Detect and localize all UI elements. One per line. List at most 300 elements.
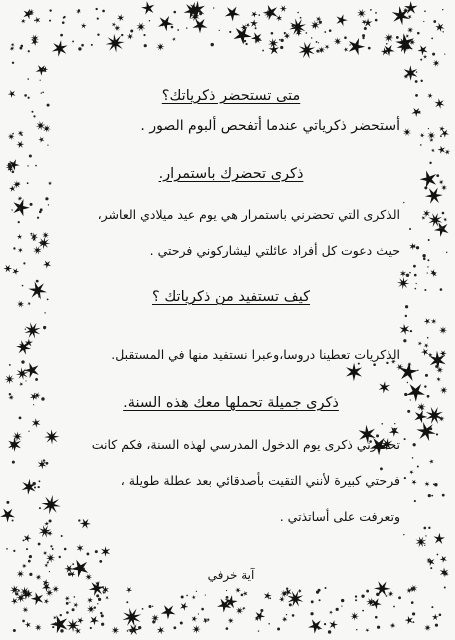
dot-icon — [387, 37, 388, 38]
dot-icon — [103, 591, 105, 593]
dot-icon — [61, 535, 63, 537]
star-icon — [350, 612, 359, 621]
dot-icon — [152, 620, 155, 623]
star-icon — [141, 1, 154, 14]
dot-icon — [44, 328, 46, 330]
star-icon — [329, 620, 338, 629]
dot-icon — [277, 628, 280, 631]
star-icon — [403, 128, 411, 136]
star-icon — [250, 19, 258, 27]
star-icon — [404, 65, 418, 81]
dot-icon — [26, 548, 28, 550]
dot-icon — [9, 364, 11, 366]
star-icon — [25, 322, 41, 338]
star-icon — [16, 141, 24, 149]
dot-icon — [69, 602, 70, 603]
dot-icon — [28, 50, 30, 52]
dot-icon — [386, 595, 388, 597]
dot-icon — [336, 608, 339, 611]
dot-icon — [38, 486, 40, 488]
dot-icon — [431, 495, 433, 497]
dot-icon — [226, 627, 229, 630]
dot-icon — [429, 162, 431, 164]
dot-icon — [413, 621, 415, 623]
dot-icon — [95, 550, 98, 553]
dot-icon — [34, 20, 35, 21]
dot-icon — [13, 629, 16, 632]
dot-icon — [99, 560, 102, 563]
dot-icon — [19, 47, 22, 50]
star-icon — [36, 121, 46, 130]
dot-icon — [33, 115, 35, 117]
dot-icon — [39, 211, 42, 214]
dot-icon — [40, 80, 41, 81]
dot-icon — [260, 609, 263, 612]
star-icon — [236, 607, 244, 615]
dot-icon — [422, 254, 425, 257]
dot-icon — [129, 629, 132, 632]
star-icon — [444, 149, 450, 155]
dot-icon — [341, 599, 344, 602]
star-icon — [424, 481, 429, 487]
dot-icon — [213, 7, 214, 8]
dot-icon — [177, 29, 179, 31]
dot-icon — [344, 36, 347, 39]
dot-icon — [440, 226, 443, 229]
star-icon — [46, 553, 55, 563]
dot-icon — [279, 39, 281, 41]
dot-icon — [366, 590, 369, 593]
star-icon — [337, 14, 348, 26]
star-icon — [425, 188, 443, 204]
dot-icon — [412, 457, 414, 459]
dot-icon — [376, 593, 379, 596]
star-icon — [106, 34, 125, 53]
dot-icon — [364, 27, 367, 30]
dot-icon — [66, 602, 69, 605]
dot-icon — [9, 393, 11, 395]
dot-icon — [41, 397, 44, 400]
dot-icon — [241, 594, 244, 597]
dot-icon — [27, 165, 28, 166]
dot-icon — [310, 612, 313, 615]
dot-icon — [211, 43, 214, 46]
star-icon — [48, 181, 52, 185]
star-icon — [439, 326, 447, 334]
star-icon — [433, 60, 440, 67]
dot-icon — [375, 617, 376, 618]
dot-icon — [243, 41, 245, 43]
dot-icon — [300, 17, 302, 19]
dot-icon — [43, 459, 45, 461]
star-icon — [421, 216, 425, 220]
star-icon — [74, 602, 79, 607]
dot-icon — [94, 607, 96, 609]
star-icon — [279, 596, 285, 602]
dot-icon — [442, 494, 445, 497]
dot-icon — [442, 212, 445, 215]
dot-icon — [205, 594, 206, 595]
dot-icon — [44, 312, 45, 313]
dot-icon — [289, 603, 292, 606]
star-icon — [33, 246, 42, 255]
star-icon — [242, 607, 246, 611]
star-icon — [77, 544, 84, 552]
question-heading-4: ذكرى جميلة تحملها معك هذه السنة. — [123, 395, 339, 411]
dot-icon — [415, 80, 418, 83]
dot-icon — [143, 34, 145, 36]
dot-icon — [268, 623, 270, 625]
dot-icon — [325, 587, 327, 589]
dot-icon — [8, 163, 11, 166]
star-icon — [225, 7, 240, 22]
dot-icon — [424, 289, 426, 291]
dot-icon — [409, 272, 411, 274]
star-icon — [416, 422, 436, 441]
star-icon — [434, 222, 449, 237]
star-icon — [427, 131, 435, 139]
dot-icon — [90, 627, 92, 629]
dot-icon — [78, 9, 80, 11]
star-icon — [105, 596, 109, 600]
star-icon — [424, 343, 429, 348]
dot-icon — [425, 374, 428, 377]
dot-icon — [418, 111, 420, 113]
dot-icon — [18, 207, 21, 210]
star-icon — [406, 384, 425, 402]
dot-icon — [12, 520, 14, 522]
star-icon — [431, 148, 435, 152]
dot-icon — [396, 14, 398, 16]
dot-icon — [97, 18, 99, 20]
star-icon — [243, 591, 248, 596]
dot-icon — [433, 20, 436, 23]
dot-icon — [311, 37, 312, 38]
dot-icon — [6, 501, 9, 504]
star-icon — [41, 495, 60, 514]
dot-icon — [81, 44, 84, 47]
dot-icon — [24, 94, 27, 97]
dot-icon — [196, 591, 197, 592]
dot-icon — [72, 41, 74, 43]
dot-icon — [423, 527, 426, 530]
star-icon — [44, 563, 48, 567]
star-icon — [276, 15, 282, 22]
star-icon — [25, 622, 31, 628]
dot-icon — [424, 10, 426, 12]
dot-icon — [66, 611, 69, 614]
dot-icon — [423, 21, 424, 22]
dot-icon — [405, 305, 408, 308]
star-icon — [421, 348, 428, 356]
dot-icon — [149, 20, 150, 21]
dot-icon — [311, 600, 314, 603]
star-icon — [384, 33, 393, 42]
dot-icon — [410, 330, 412, 332]
star-icon — [263, 5, 278, 20]
dot-icon — [13, 247, 15, 249]
dot-icon — [48, 204, 49, 205]
star-icon — [424, 624, 431, 631]
star-icon — [22, 607, 28, 613]
star-icon — [117, 14, 125, 22]
dot-icon — [318, 589, 321, 592]
dot-icon — [59, 556, 61, 558]
dot-icon — [12, 133, 14, 135]
star-icon — [17, 196, 22, 201]
dot-icon — [361, 594, 364, 597]
star-icon — [346, 363, 362, 382]
dot-icon — [428, 527, 430, 529]
star-icon — [31, 592, 43, 605]
star-icon — [8, 90, 16, 98]
dot-icon — [416, 71, 417, 72]
answer-line-4-2: فرحتي كبيرة لأنني التقيت بأصدقائي بعد عطلة طويلة ، — [120, 473, 400, 488]
dot-icon — [28, 97, 30, 99]
dot-icon — [411, 601, 414, 604]
dot-icon — [46, 462, 49, 465]
star-icon — [426, 407, 443, 424]
star-icon — [24, 363, 39, 379]
dot-icon — [417, 370, 418, 371]
dot-icon — [18, 590, 20, 592]
dot-icon — [144, 44, 147, 47]
dot-icon — [425, 535, 426, 536]
dot-icon — [98, 598, 101, 601]
star-icon — [22, 479, 37, 495]
dot-icon — [17, 204, 19, 206]
dot-icon — [60, 629, 63, 632]
star-icon — [38, 460, 47, 470]
dot-icon — [12, 461, 15, 464]
star-icon — [192, 595, 196, 599]
dot-icon — [49, 571, 50, 572]
dot-icon — [406, 274, 409, 277]
star-icon — [112, 626, 120, 634]
dot-icon — [432, 53, 435, 56]
dot-icon — [444, 53, 445, 54]
dot-icon — [404, 477, 406, 479]
dot-icon — [437, 360, 439, 362]
star-icon — [24, 534, 32, 542]
dot-icon — [22, 540, 24, 542]
star-icon — [441, 185, 447, 191]
dot-icon — [415, 94, 418, 97]
dot-icon — [38, 296, 39, 297]
star-icon — [251, 11, 258, 17]
star-icon — [44, 429, 59, 444]
question-heading-3: كيف تستفيد من ذكرياتك ؟ — [152, 289, 310, 305]
star-icon — [318, 46, 326, 54]
dot-icon — [355, 599, 357, 601]
dot-icon — [362, 610, 364, 612]
dot-icon — [55, 622, 57, 624]
dot-icon — [286, 614, 287, 615]
star-icon — [407, 27, 414, 34]
dot-icon — [427, 337, 429, 339]
dot-icon — [25, 329, 26, 330]
dot-icon — [258, 630, 259, 631]
dot-icon — [355, 595, 357, 597]
star-icon — [13, 180, 21, 188]
dot-icon — [28, 560, 31, 563]
dot-icon — [427, 272, 428, 273]
dot-icon — [42, 92, 44, 94]
dot-icon — [19, 416, 22, 419]
star-icon — [298, 589, 302, 593]
dot-icon — [416, 283, 417, 284]
dot-icon — [47, 104, 50, 107]
dot-icon — [72, 563, 74, 565]
dot-icon — [394, 423, 395, 424]
dot-icon — [324, 623, 326, 625]
dot-icon — [91, 44, 93, 46]
dot-icon — [318, 42, 319, 43]
star-icon — [414, 410, 427, 423]
star-icon — [136, 22, 145, 31]
star-icon — [43, 125, 51, 133]
dot-icon — [204, 618, 206, 620]
star-icon — [172, 37, 176, 41]
star-icon — [427, 558, 435, 566]
star-icon — [434, 98, 444, 109]
star-icon — [390, 623, 396, 629]
dot-icon — [121, 34, 123, 36]
star-icon — [39, 525, 52, 538]
dot-icon — [431, 606, 433, 608]
star-icon — [357, 9, 366, 18]
dot-icon — [442, 9, 443, 10]
dot-icon — [410, 399, 411, 400]
dot-icon — [262, 50, 264, 52]
dot-icon — [47, 144, 48, 145]
star-icon — [18, 248, 23, 253]
star-icon — [400, 270, 406, 277]
dot-icon — [86, 553, 89, 556]
dot-icon — [102, 10, 105, 13]
dot-icon — [96, 594, 99, 597]
dot-icon — [370, 9, 372, 11]
dot-icon — [47, 298, 49, 300]
star-icon — [388, 591, 394, 597]
dot-icon — [328, 630, 331, 633]
star-icon — [17, 570, 24, 577]
star-icon — [349, 38, 366, 55]
star-icon — [429, 459, 434, 464]
dot-icon — [32, 482, 35, 485]
dot-icon — [180, 622, 183, 625]
dot-icon — [404, 393, 407, 396]
dot-icon — [420, 144, 422, 146]
star-icon — [44, 599, 49, 605]
dot-icon — [15, 592, 18, 595]
star-icon — [439, 180, 444, 185]
dot-icon — [29, 555, 32, 558]
dot-icon — [421, 408, 423, 410]
dot-icon — [424, 545, 425, 546]
star-icon — [192, 19, 207, 33]
dot-icon — [198, 613, 199, 614]
dot-icon — [101, 614, 104, 617]
star-icon — [12, 431, 22, 441]
dot-icon — [284, 32, 286, 34]
dot-icon — [45, 197, 48, 200]
dot-icon — [173, 11, 176, 14]
dot-icon — [306, 32, 308, 34]
dot-icon — [362, 34, 365, 37]
star-icon — [87, 605, 95, 613]
dot-icon — [271, 32, 274, 35]
star-icon — [50, 615, 67, 633]
dot-icon — [396, 36, 399, 39]
dot-icon — [6, 548, 8, 550]
dot-icon — [429, 427, 432, 430]
dot-icon — [34, 486, 36, 488]
dot-icon — [403, 202, 404, 203]
dot-icon — [52, 626, 54, 628]
dot-icon — [35, 165, 37, 167]
dot-icon — [286, 588, 288, 590]
star-icon — [127, 33, 134, 40]
dot-icon — [316, 50, 319, 53]
dot-icon — [97, 603, 98, 604]
star-icon — [411, 480, 416, 485]
question-heading-1: متى تستحضر ذكرياتك؟ — [161, 88, 301, 104]
star-icon — [3, 265, 12, 273]
dot-icon — [420, 80, 422, 82]
dot-icon — [258, 14, 260, 16]
dot-icon — [337, 41, 339, 43]
dot-icon — [424, 186, 427, 189]
dot-icon — [198, 9, 200, 11]
star-icon — [77, 617, 84, 624]
signature: آية خرفي — [207, 568, 255, 582]
star-icon — [439, 126, 445, 131]
dot-icon — [420, 59, 422, 61]
star-icon — [436, 377, 441, 382]
dot-icon — [11, 209, 12, 210]
dot-icon — [417, 32, 420, 35]
star-icon — [157, 626, 165, 634]
star-icon — [101, 546, 110, 557]
star-icon — [65, 596, 71, 601]
dot-icon — [415, 288, 417, 290]
dot-icon — [12, 171, 15, 174]
dot-icon — [436, 174, 439, 177]
dot-icon — [255, 27, 257, 29]
dot-icon — [446, 252, 447, 253]
dot-icon — [412, 612, 415, 615]
star-icon — [423, 210, 431, 218]
star-icon — [192, 625, 201, 634]
star-icon — [151, 614, 159, 622]
dot-icon — [27, 182, 29, 184]
star-icon — [17, 234, 22, 239]
star-icon — [52, 586, 59, 593]
star-icon — [21, 19, 26, 24]
star-icon — [28, 282, 47, 300]
dot-icon — [356, 629, 357, 630]
dot-icon — [23, 262, 25, 264]
star-icon — [329, 611, 333, 615]
star-icon — [427, 93, 433, 99]
question-heading-2: ذكرى تحضرك باستمرار. — [158, 166, 304, 182]
dot-icon — [316, 41, 318, 43]
dot-icon — [12, 62, 14, 64]
dot-icon — [411, 588, 414, 591]
dot-icon — [25, 380, 26, 381]
dot-icon — [313, 25, 315, 27]
